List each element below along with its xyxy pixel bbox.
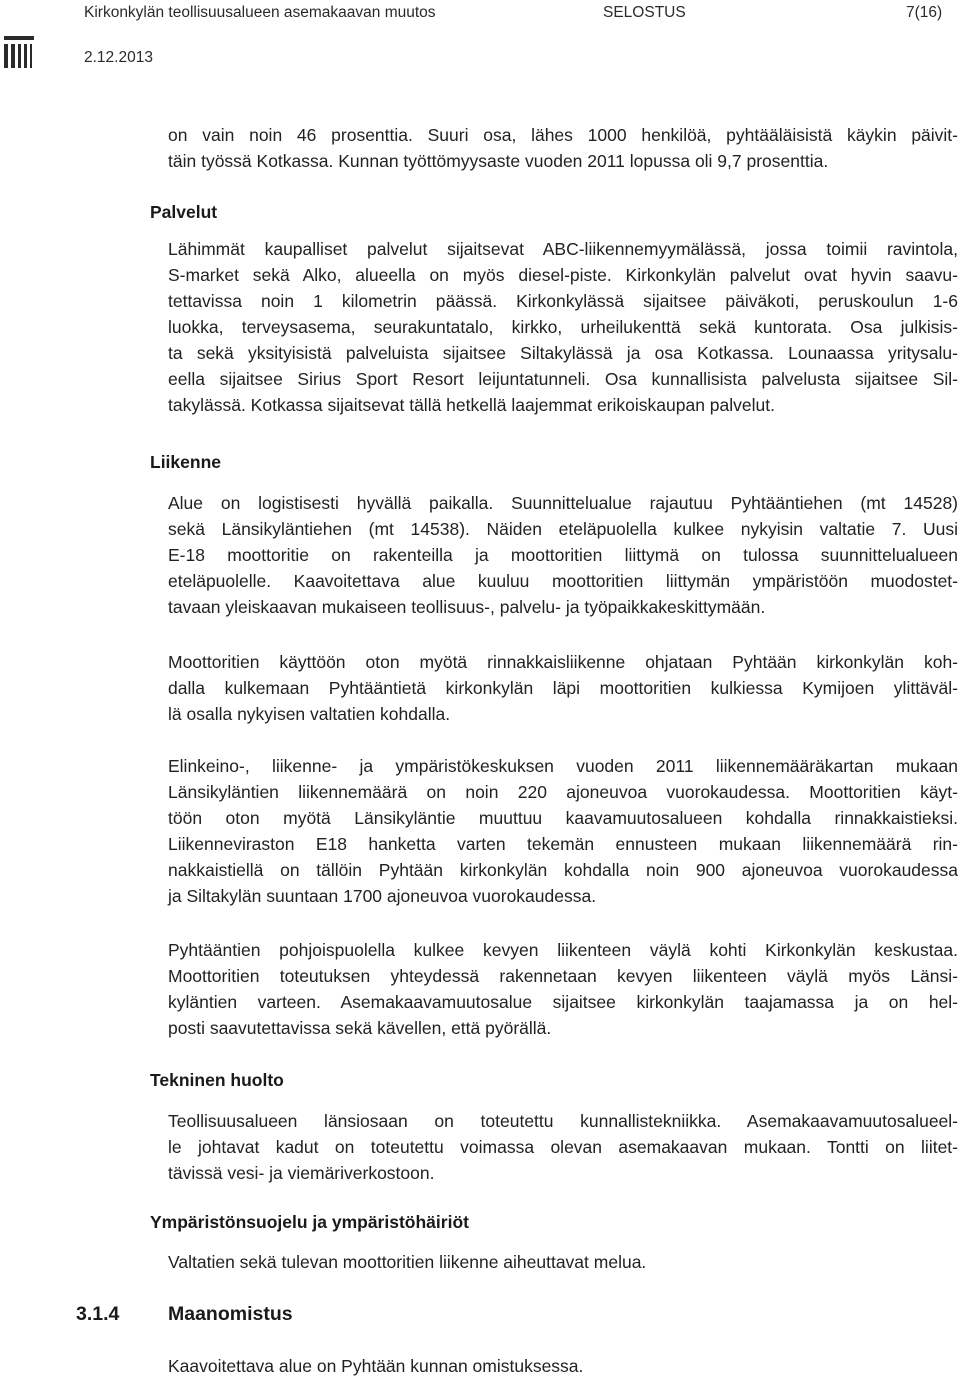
text-line: Teollisuusalueen länsiosaan on toteutettu kunnallistekniikka. Asemakaavamuutosalueel- xyxy=(168,1111,958,1131)
text-line: ta sekä yksityisistä palveluista sijaitsee Siltakylässä ja osa Kotkassa. Lounaassa yritysalu- xyxy=(168,343,958,363)
text-line: tävissä vesi- ja viemäriverkostoon. xyxy=(168,1163,435,1183)
text-line: eella sijaitsee Sirius Sport Resort leijuntatunneli. Osa kunnallisista palvelusta sijaitsee Sil- xyxy=(168,369,958,389)
page-number: 7(16) xyxy=(906,4,943,21)
text-line: eteläpuolelle. Kaavoitettava alue kuuluu moottoritien liittymän ympäristöön muodostet- xyxy=(168,571,958,591)
palvelut-paragraph xyxy=(168,236,958,418)
liikenne-paragraph-1 xyxy=(168,490,958,620)
text-line: ja Siltakylän suuntaan 1700 ajoneuvoa vuorokaudessa. xyxy=(168,886,597,906)
text-line: Alue on logistisesti hyvällä paikalla. Suunnittelualue rajautuu Pyhtääntiehen (mt 14528) xyxy=(168,493,958,513)
liikenne-paragraph-2 xyxy=(168,649,958,727)
section-heading-tekninen-huolto: Tekninen huolto xyxy=(150,1070,284,1090)
text-line: sekä Länsikyläntiehen (mt 14538). Näiden eteläpuolella kulkee nykyisin valtatie 7. Uusi xyxy=(168,519,958,539)
text-line: töön oton myötä Länsikyläntie muuttuu kaavamuutosalueen kohdalla rinnakkaistieksi. xyxy=(168,808,958,828)
section-heading-palvelut: Palvelut xyxy=(150,202,218,222)
text-line: tettavissa noin 1 kilometrin päässä. Kirkonkylässä sijaitsee päiväkoti, peruskoulun 1-6 xyxy=(168,291,958,311)
ymparisto-paragraph xyxy=(168,1249,958,1275)
text-line: lä osalla nykyisen valtatien kohdalla. xyxy=(168,704,451,724)
document-type: SELOSTUS xyxy=(603,4,686,21)
intro-paragraph xyxy=(168,122,958,174)
maanomistus-paragraph xyxy=(168,1353,958,1379)
liikenne-paragraph-3 xyxy=(168,753,958,909)
document-date: 2.12.2013 xyxy=(84,49,153,66)
liikenne-paragraph-4 xyxy=(168,937,958,1041)
text-line: le johtavat kadut on toteutettu voimassa olevan asemakaavan mukaan. Tontti on liitet- xyxy=(168,1137,958,1157)
text-line: kyläntien varteen. Asemakaavamuutosalue sijaitsee kirkonkylän taajamassa ja on hel- xyxy=(168,992,958,1012)
text-line: E-18 moottoritie on rakenteilla ja moottoritien liittymä on tulossa suunnittelualueen xyxy=(168,545,958,565)
text-line: Lähimmät kaupalliset palvelut sijaitsevat ABC-liikennemyymälässä, jossa toimii ravintola, xyxy=(168,239,958,259)
text-line: Elinkeino-, liikenne- ja ympäristökeskuksen vuoden 2011 liikennemääräkartan mukaan xyxy=(168,756,958,776)
text-line: Pyhtääntien pohjoispuolella kulkee kevyen liikenteen väylä kohti Kirkonkylän keskustaa. xyxy=(168,940,958,960)
section-number: 3.1.4 xyxy=(76,1303,120,1325)
text-line: Kaavoitettava alue on Pyhtään kunnan omistuksessa. xyxy=(168,1356,584,1376)
text-line: on vain noin 46 prosenttia. Suuri osa, lähes 1000 henkilöä, pyhtääläisistä käykin päivit- xyxy=(168,125,958,145)
section-heading-liikenne: Liikenne xyxy=(150,452,221,472)
text-line: Moottoritien käyttöön oton myötä rinnakkaisliikenne ohjataan Pyhtään kirkonkylän koh- xyxy=(168,652,958,672)
section-heading-ymparistonsuojelu: Ympäristönsuojelu ja ympäristöhäiriöt xyxy=(150,1212,469,1232)
section-heading-maanomistus: Maanomistus xyxy=(168,1303,293,1325)
text-line: Valtatien sekä tulevan moottoritien liikenne aiheuttavat melua. xyxy=(168,1252,647,1272)
text-line: täin työssä Kotkassa. Kunnan työttömyysaste vuoden 2011 lopussa oli 9,7 prosenttia. xyxy=(168,151,829,171)
text-line: luokka, terveysasema, seurakuntatalo, kirkko, urheilukenttä sekä kuntorata. Osa julkisis- xyxy=(168,317,958,337)
text-line: Moottoritien toteutuksen yhteydessä rakennetaan kevyen liikenteen väylä myös Länsi- xyxy=(168,966,958,986)
municipality-logo-icon xyxy=(0,36,34,68)
text-line: Länsikyläntien liikennemäärä on noin 220 ajoneuvoa vuorokaudessa. Moottoritien käyt- xyxy=(168,782,958,802)
text-line: nakkaistiellä on tällöin Pyhtään kirkonkylän kohdalla noin 900 ajoneuvoa vuorokaudessa xyxy=(168,860,958,880)
document-title: Kirkonkylän teollisuusalueen asemakaavan muutos xyxy=(84,4,436,21)
text-line: Liikenneviraston E18 hanketta varten tekemän ennusteen mukaan liikennemäärä rin- xyxy=(168,834,958,854)
text-line: takylässä. Kotkassa sijaitsevat tällä hetkellä laajemmat erikoiskaupan palvelut. xyxy=(168,395,775,415)
tekninen-paragraph xyxy=(168,1108,958,1186)
text-line: S-market sekä Alko, alueella on myös diesel-piste. Kirkonkylän palvelut ovat hyvin saavu- xyxy=(168,265,958,285)
text-line: posti saavutettavissa sekä kävellen, että pyörällä. xyxy=(168,1018,552,1038)
text-line: dalla kulkemaan Pyhtääntietä kirkonkylän läpi moottoritien kulkiessa Kymijoen ylittäväl- xyxy=(168,678,958,698)
text-line: tavaan yleiskaavan mukaiseen teollisuus-, palvelu- ja työpaikkakeskittymään. xyxy=(168,597,766,617)
